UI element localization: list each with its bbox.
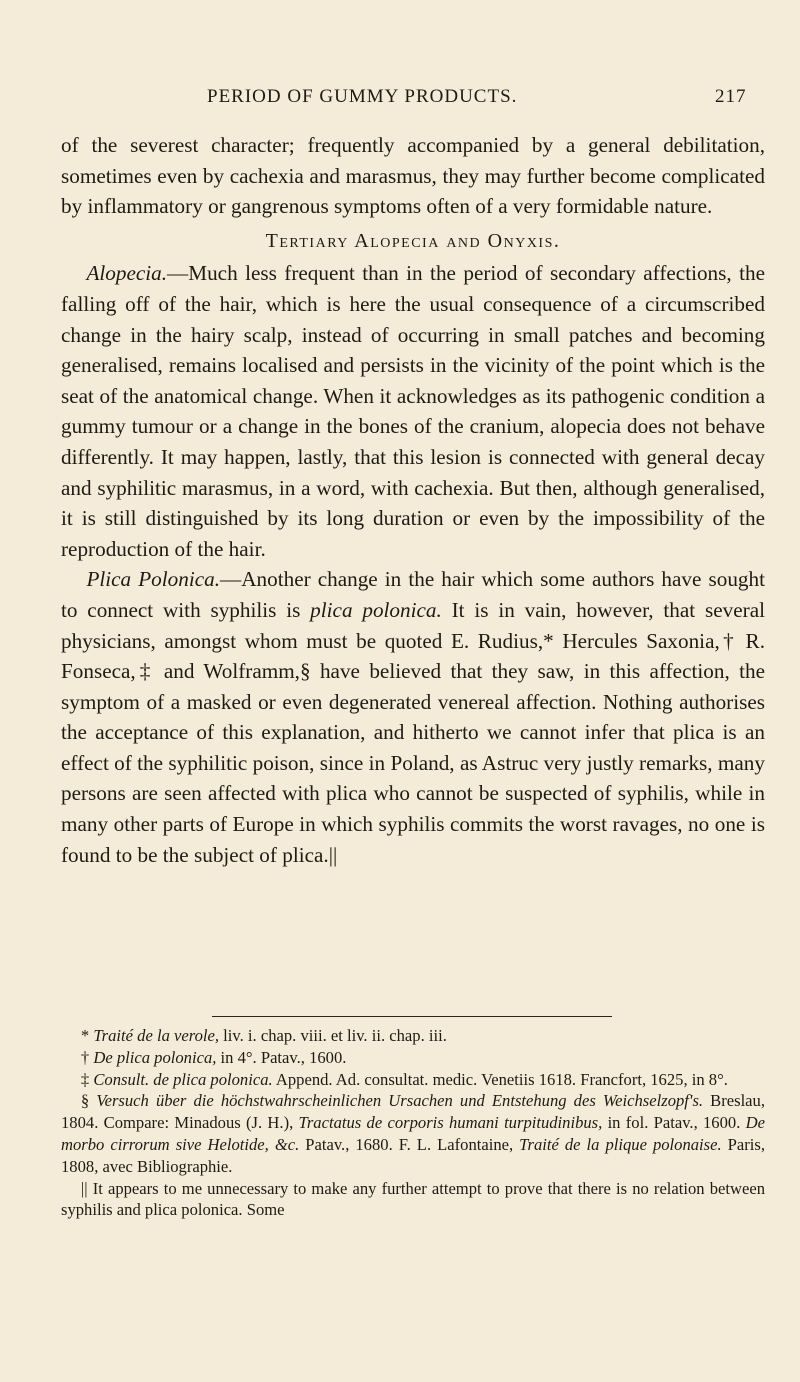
alopecia-paragraph bbox=[61, 258, 765, 564]
footnote-mark: * bbox=[80, 1026, 94, 1045]
plica-paragraph bbox=[61, 564, 765, 870]
footnote-text: Patav., 1680. F. L. Lafontaine, bbox=[299, 1134, 520, 1154]
body-text bbox=[61, 130, 765, 870]
footnote-text: in 4°. Patav., 1600. bbox=[216, 1047, 347, 1067]
footnote-text: Paris, 1808, avec Bibliographie. bbox=[61, 1134, 765, 1176]
footnote-text: Breslau, 1804. Compare: Minadous (J. H.), bbox=[61, 1091, 765, 1133]
intro-paragraph: of the severest character; frequently accompanied by a general debilitation, sometimes even by cachexia and marasmus, they may further become complicated by inflammatory or gangrenous symptoms often of a very formidable nature. bbox=[61, 133, 765, 219]
footnote-1 bbox=[61, 1025, 765, 1047]
footnote-title: Traité de la plique polonaise. bbox=[519, 1134, 722, 1154]
footnote-text: Append. Ad. consultat. medic. Venetiis 1618. Francfort, 1625, in 8°. bbox=[272, 1069, 728, 1089]
section-heading: Tertiary Alopecia and Onyxis. bbox=[265, 229, 561, 252]
footnote-title: Versuch über die höchstwahrscheinlichen Ursachen und Entstehung des Weichselzopf's. bbox=[96, 1091, 704, 1111]
footnotes bbox=[61, 1025, 765, 1221]
alopecia-text: —Much less frequent than in the period of secondary affections, the falling off of the hair, which is here the usual consequence of a circumscribed change in the hairy scalp, instead of occurring in small patches and becoming generalised, remains localised and persists in the vicinity of the point which is the seat of the anatomical change. When it acknowledges as its pathogenic condition a gummy tumour or a change in the bones of the cranium, alopecia does not behave differently. It may happen, lastly, that this lesion is connected with general decay and syphilitic marasmus, in a word, with cachexia. But then, although generalised, it is still distinguished by its long duration or even by the impossibility of the reproduction of the hair. bbox=[61, 261, 765, 561]
running-head: PERIOD OF GUMMY PRODUCTS. bbox=[207, 86, 518, 107]
footnote-mark: || bbox=[80, 1178, 93, 1198]
footnote-text: It appears to me unnecessary to make any further attempt to prove that there is no relation between syphilis and plica polonica. Some bbox=[61, 1178, 766, 1220]
footnote-2 bbox=[61, 1047, 765, 1069]
footnote-mark: † bbox=[80, 1047, 94, 1067]
plica-term: plica polonica. bbox=[310, 597, 442, 622]
footnote-text: in fol. Patav., 1600. bbox=[602, 1113, 746, 1133]
footnote-mark: ‡ bbox=[80, 1069, 94, 1089]
alopecia-run-in-heading: Alopecia. bbox=[86, 261, 168, 286]
footnote-title: De plica polonica, bbox=[93, 1047, 217, 1067]
footnote-mark: § bbox=[80, 1091, 97, 1111]
footnote-3 bbox=[61, 1069, 765, 1091]
footnote-title: Traité de la verole, bbox=[93, 1026, 220, 1045]
page-number: 217 bbox=[715, 86, 747, 107]
plica-text-part-2: It is in vain, however, that several physicians, amongst whom must be quoted E. Rudius,* Hercules Saxonia,† R. Fonseca,‡ and Wolframm,§ have believed that they saw, in this affection, the symptom of a masked or even degenerated venereal affection. Nothing authorises the acceptance of this explanation, and hitherto we cannot infer that plica is an effect of the syphilitic poison, since in Poland, as Astruc very justly remarks, many persons are seen affected with plica who cannot be suspected of syphilis, while in many other parts of Europe in which syphilis commits the worst ravages, no one is found to be the subject of plica.|| bbox=[61, 597, 765, 867]
plica-run-in-heading: Plica Polonica. bbox=[86, 567, 221, 592]
footnote-5 bbox=[61, 1178, 765, 1222]
footnote-text: liv. i. chap. viii. et liv. ii. chap. iii. bbox=[219, 1026, 447, 1045]
footnote-title: Consult. de plica polonica. bbox=[93, 1069, 273, 1089]
footnote-rule bbox=[212, 1016, 612, 1017]
footnote-title: De morbo cirrorum sive Helotide, &c. bbox=[61, 1113, 765, 1154]
footnote-4 bbox=[61, 1090, 765, 1177]
plica-text-part-1: —Another change in the hair which some authors have sought to connect with syphilis is bbox=[61, 567, 765, 622]
footnote-title: Tractatus de corporis humani turpitudinibus, bbox=[298, 1113, 603, 1133]
page-header bbox=[0, 86, 800, 110]
